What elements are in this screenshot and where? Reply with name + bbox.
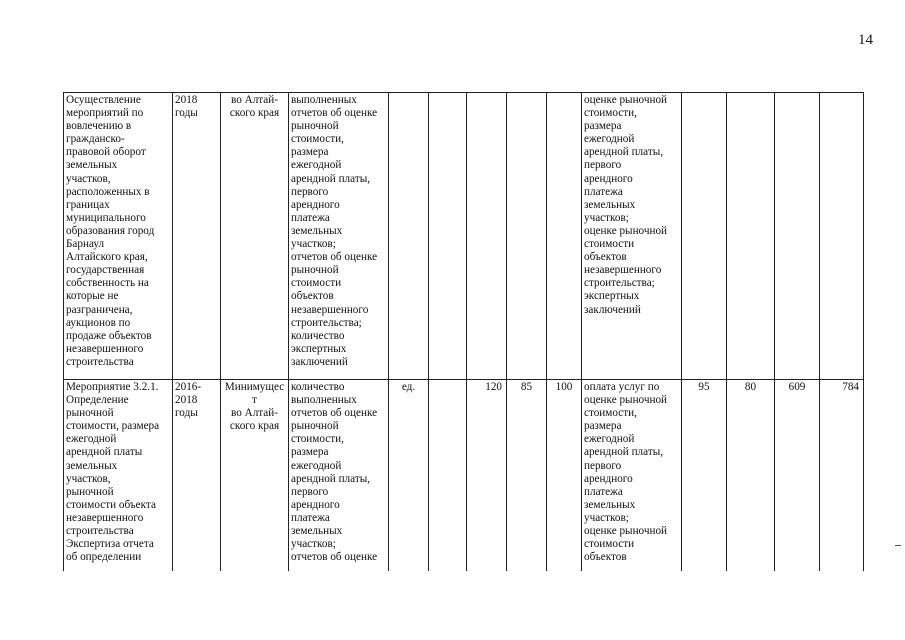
indicator-value-cell [429, 380, 467, 572]
unit-cell [389, 93, 429, 380]
unit-cell: ед. [389, 380, 429, 572]
indicator-value-cell [507, 93, 547, 380]
indicator-value-cell: 120 [467, 380, 507, 572]
cost-value-cell: 80 [727, 380, 775, 572]
cost-value-cell [775, 93, 820, 380]
activity-name-cell: Мероприятие 3.2.1. Определение рыночной стоимости, размера ежегодной арендной платы земельных участков, рыночной стоимости объекта незавершенного строительства Экспертиза отчета об определении [64, 380, 173, 572]
executor-cell: во Алтай- ского края [221, 93, 289, 380]
executor-cell: Минимущест во Алтай- ского края [221, 380, 289, 572]
indicator-value-cell [429, 93, 467, 380]
cost-value-cell: 784 [820, 380, 864, 572]
cost-value-cell [727, 93, 775, 380]
table-row [64, 380, 864, 572]
cost-item-cell: оценке рыночной стоимости, размера ежегодной арендной платы, первого арендного платежа земельных участков; оценке рыночной стоимости объектов незавершенного строительства; экспертных заключений [582, 93, 682, 380]
indicator-value-cell [547, 93, 582, 380]
scan-edge-mark [895, 545, 901, 546]
table-row [64, 93, 864, 380]
activity-name-cell: Осуществление мероприятий по вовлечению в гражданско- правовой оборот земельных участков, расположенных в границах муниципального образования город Барнаул Алтайского края, государственная собственность на которые не разграничена, аукционов по продаже объектов незавершенного строительства [64, 93, 173, 380]
indicator-cell: количество выполненных отчетов об оценке рыночной стоимости, размера ежегодной арендной платы, первого арендного платежа земельных участков; отчетов об оценке [289, 380, 389, 572]
indicator-value-cell [467, 93, 507, 380]
cost-value-cell [682, 93, 727, 380]
indicator-cell: выполненных отчетов об оценке рыночной стоимости, размера ежегодной арендной платы, первого арендного платежа земельных участков; отчетов об оценке рыночной стоимости объектов незавершенного строительства; количество экспертных заключений [289, 93, 389, 380]
page-number: 14 [858, 32, 873, 48]
indicator-value-cell: 100 [547, 380, 582, 572]
period-cell: 2016- 2018 годы [173, 380, 221, 572]
cost-item-cell: оплата услуг по оценке рыночной стоимости, размера ежегодной арендной платы, первого арендного платежа земельных участков; оценке рыночной стоимости объектов [582, 380, 682, 572]
program-activities-table [63, 92, 864, 571]
cost-value-cell: 609 [775, 380, 820, 572]
cost-value-cell [820, 93, 864, 380]
period-cell: 2018 годы [173, 93, 221, 380]
indicator-value-cell: 85 [507, 380, 547, 572]
cost-value-cell: 95 [682, 380, 727, 572]
